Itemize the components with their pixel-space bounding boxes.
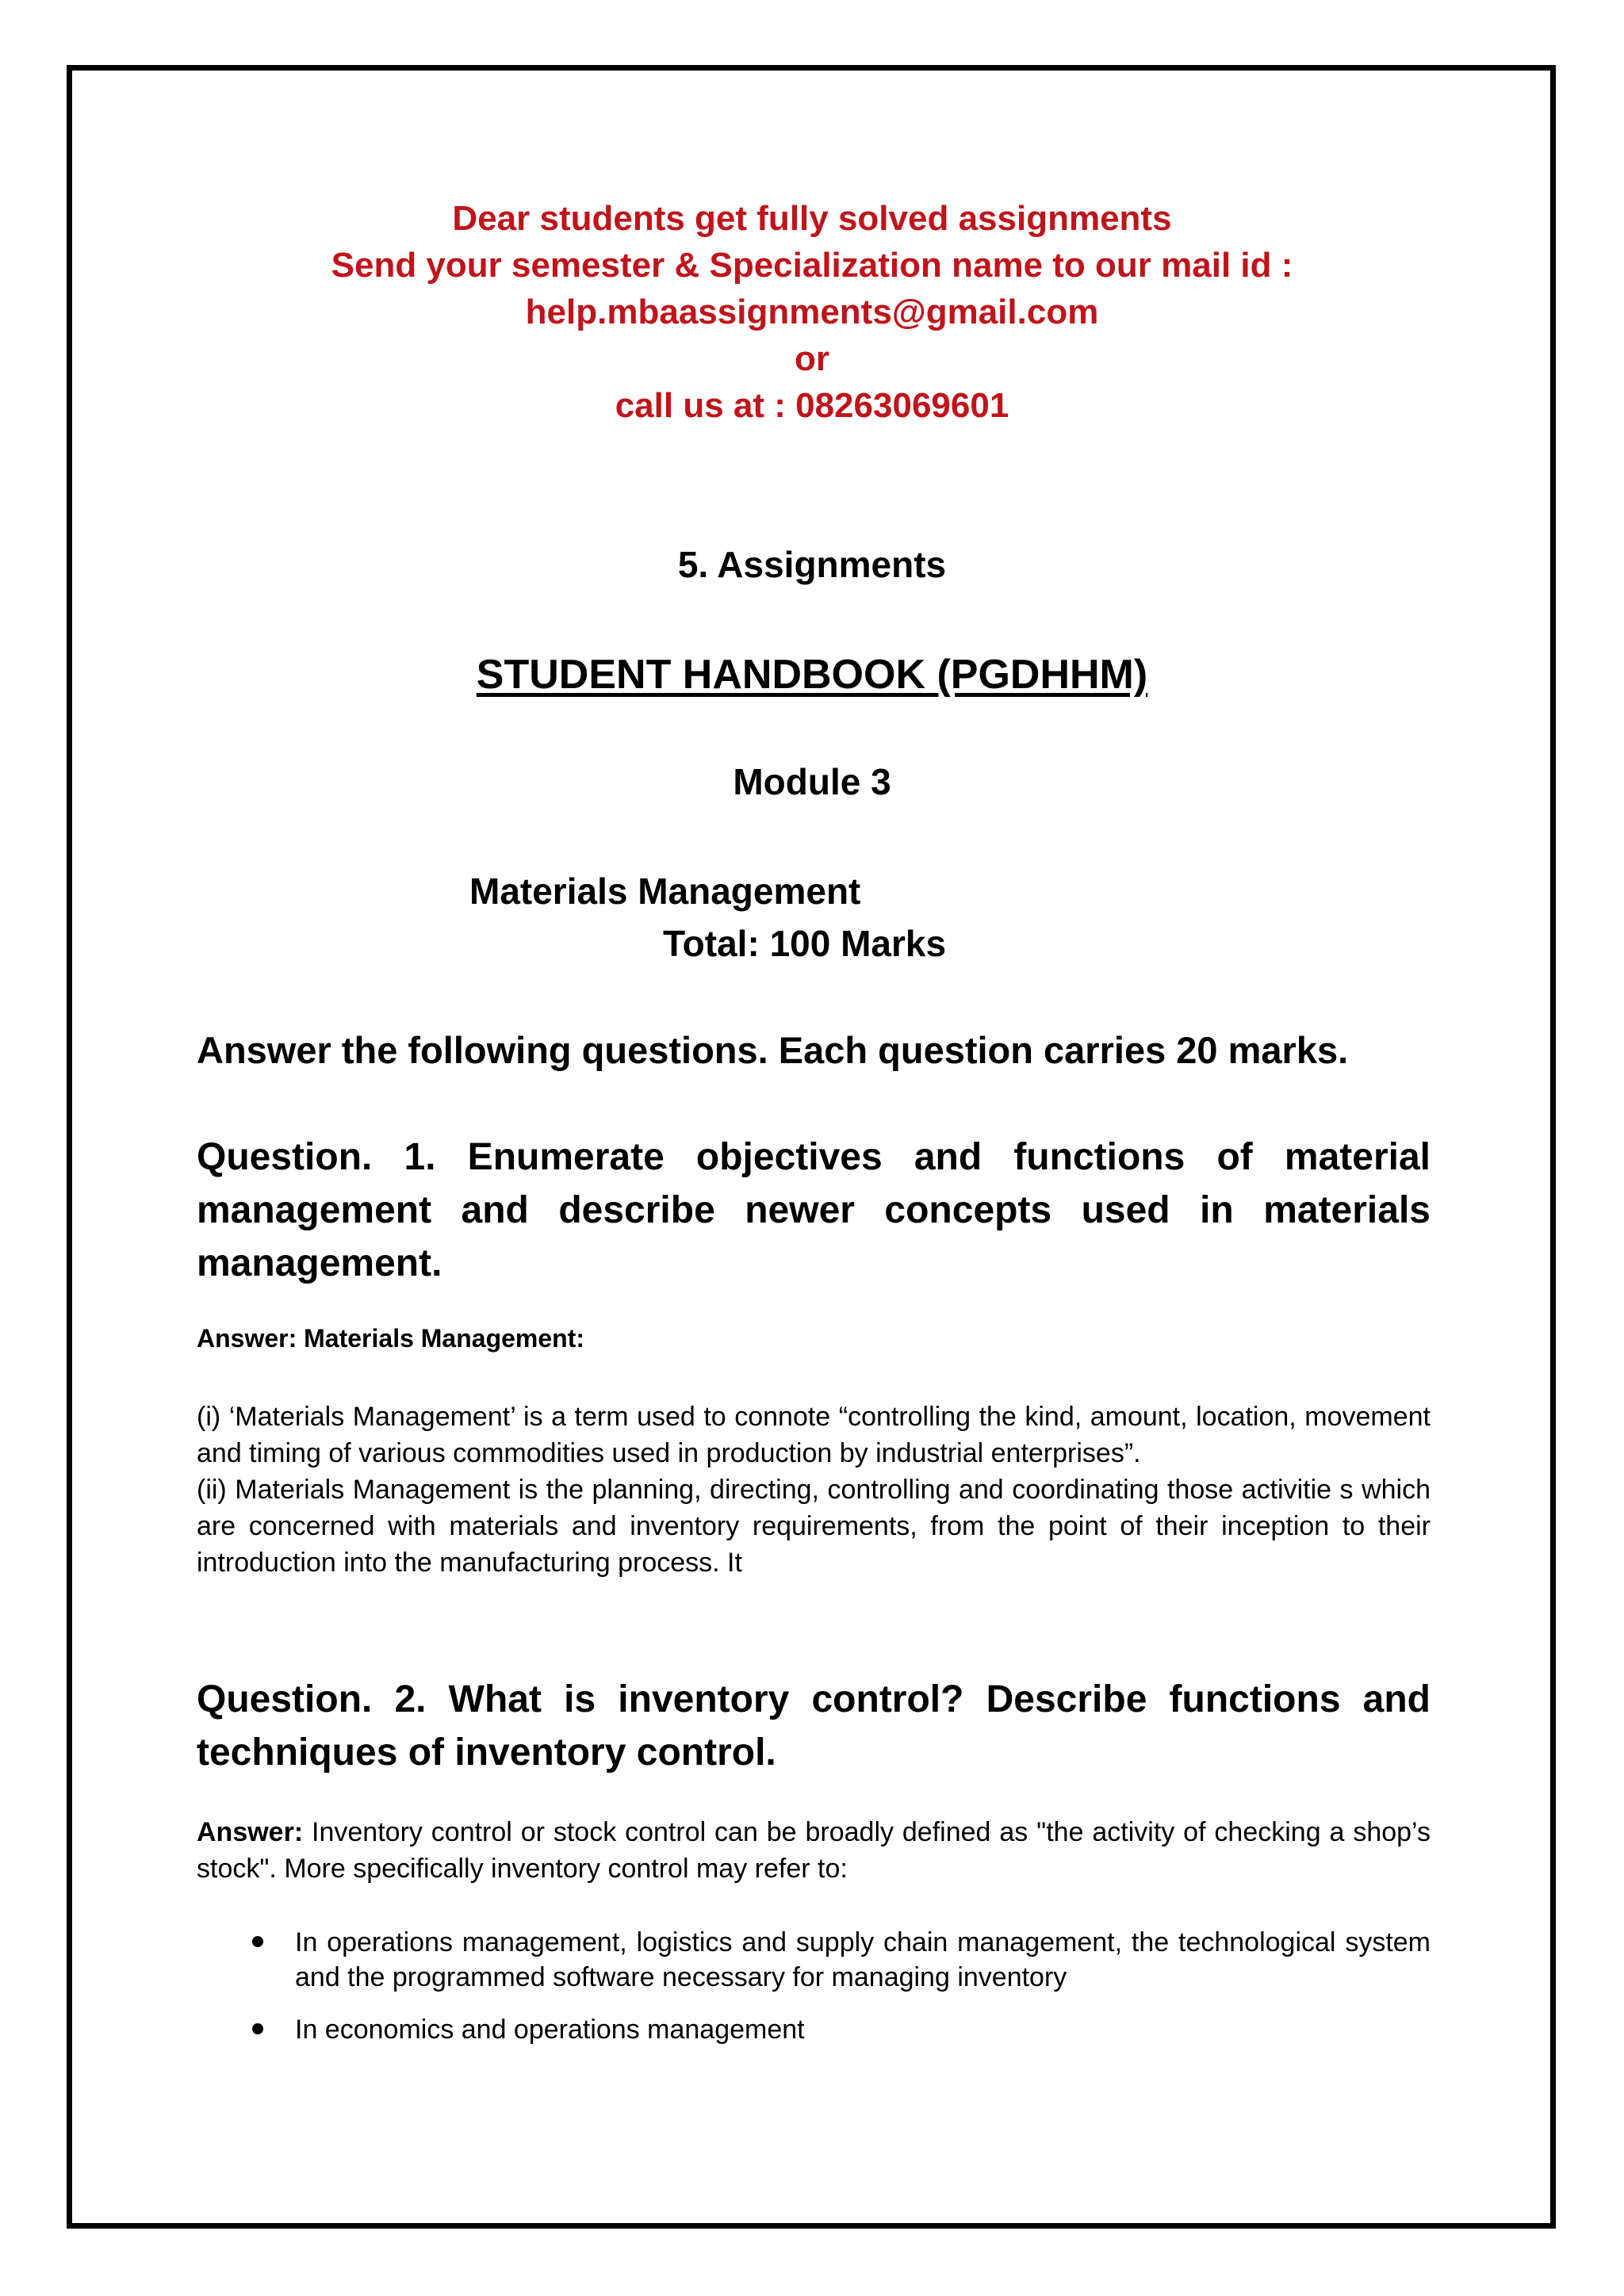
question-1-answer (197, 1399, 1431, 1581)
promo-line-1: Dear students get fully solved assignments (452, 199, 1172, 238)
subject-title: Materials Management (469, 871, 861, 912)
promo-or: or (795, 339, 829, 378)
question-2-title-block (197, 1673, 1431, 1779)
question-1-title: Question. 1. Enumerate objectives and functions of material management and describe newer concepts used in materials management. (197, 1136, 1431, 1284)
question-2-answer (197, 1814, 1431, 1887)
question-1-paragraph-2: (ii) Materials Management is the planning, directing, controlling and coordinating those activitie s which are concerned with materials and inventory requirements, from the point of their inception to their introduction into the manufacturing process. It (197, 1475, 1431, 1578)
question-1-title-block (197, 1131, 1431, 1290)
section-heading: 5. Assignments (677, 544, 947, 585)
handbook-title: STUDENT HANDBOOK (PGDHHM) (476, 652, 1148, 698)
total-marks: Total: 100 Marks (663, 923, 947, 964)
question-2-bullet-list (197, 1925, 1431, 2047)
promo-phone: call us at : 08263069601 (615, 386, 1009, 425)
question-2-answer-label: Answer: (197, 1817, 304, 1847)
bullet-icon (252, 1936, 263, 1947)
question-1-answer-label-block (197, 1324, 1431, 1353)
list-item (197, 2012, 1431, 2047)
question-2-answer-text: Inventory control or stock control can be broadly defined as "the activity of checking a shop’s stock". More specifically inventory control may refer to: (197, 1817, 1431, 1884)
question-1-paragraph-1: (i) ‘Materials Management’ is a term used to connote “controlling the kind, amount, location, movement and timing of various commodities used in production by industrial enterprises”. (197, 1402, 1431, 1468)
promo-email: help.mbaassignments@gmail.com (525, 293, 1099, 331)
list-item-text: In operations management, logistics and supply chain management, the technological system and the programmed software necessary for managing inventory (295, 1927, 1431, 1992)
promo-line-2: Send your semester & Specialization name to our mail id : (331, 246, 1293, 285)
bullet-icon (252, 2023, 263, 2034)
question-1-answer-label: Answer: Materials Management: (197, 1324, 585, 1353)
list-item (197, 1925, 1431, 1995)
question-2-title: Question. 2. What is inventory control? Describe functions and techniques of inventory control. (197, 1678, 1431, 1774)
promo-notice (0, 195, 1624, 429)
list-item-text: In economics and operations management (295, 2015, 805, 2045)
module-label: Module 3 (733, 761, 891, 802)
instructions: Answer the following questions. Each question carries 20 marks. (197, 1029, 1349, 1071)
